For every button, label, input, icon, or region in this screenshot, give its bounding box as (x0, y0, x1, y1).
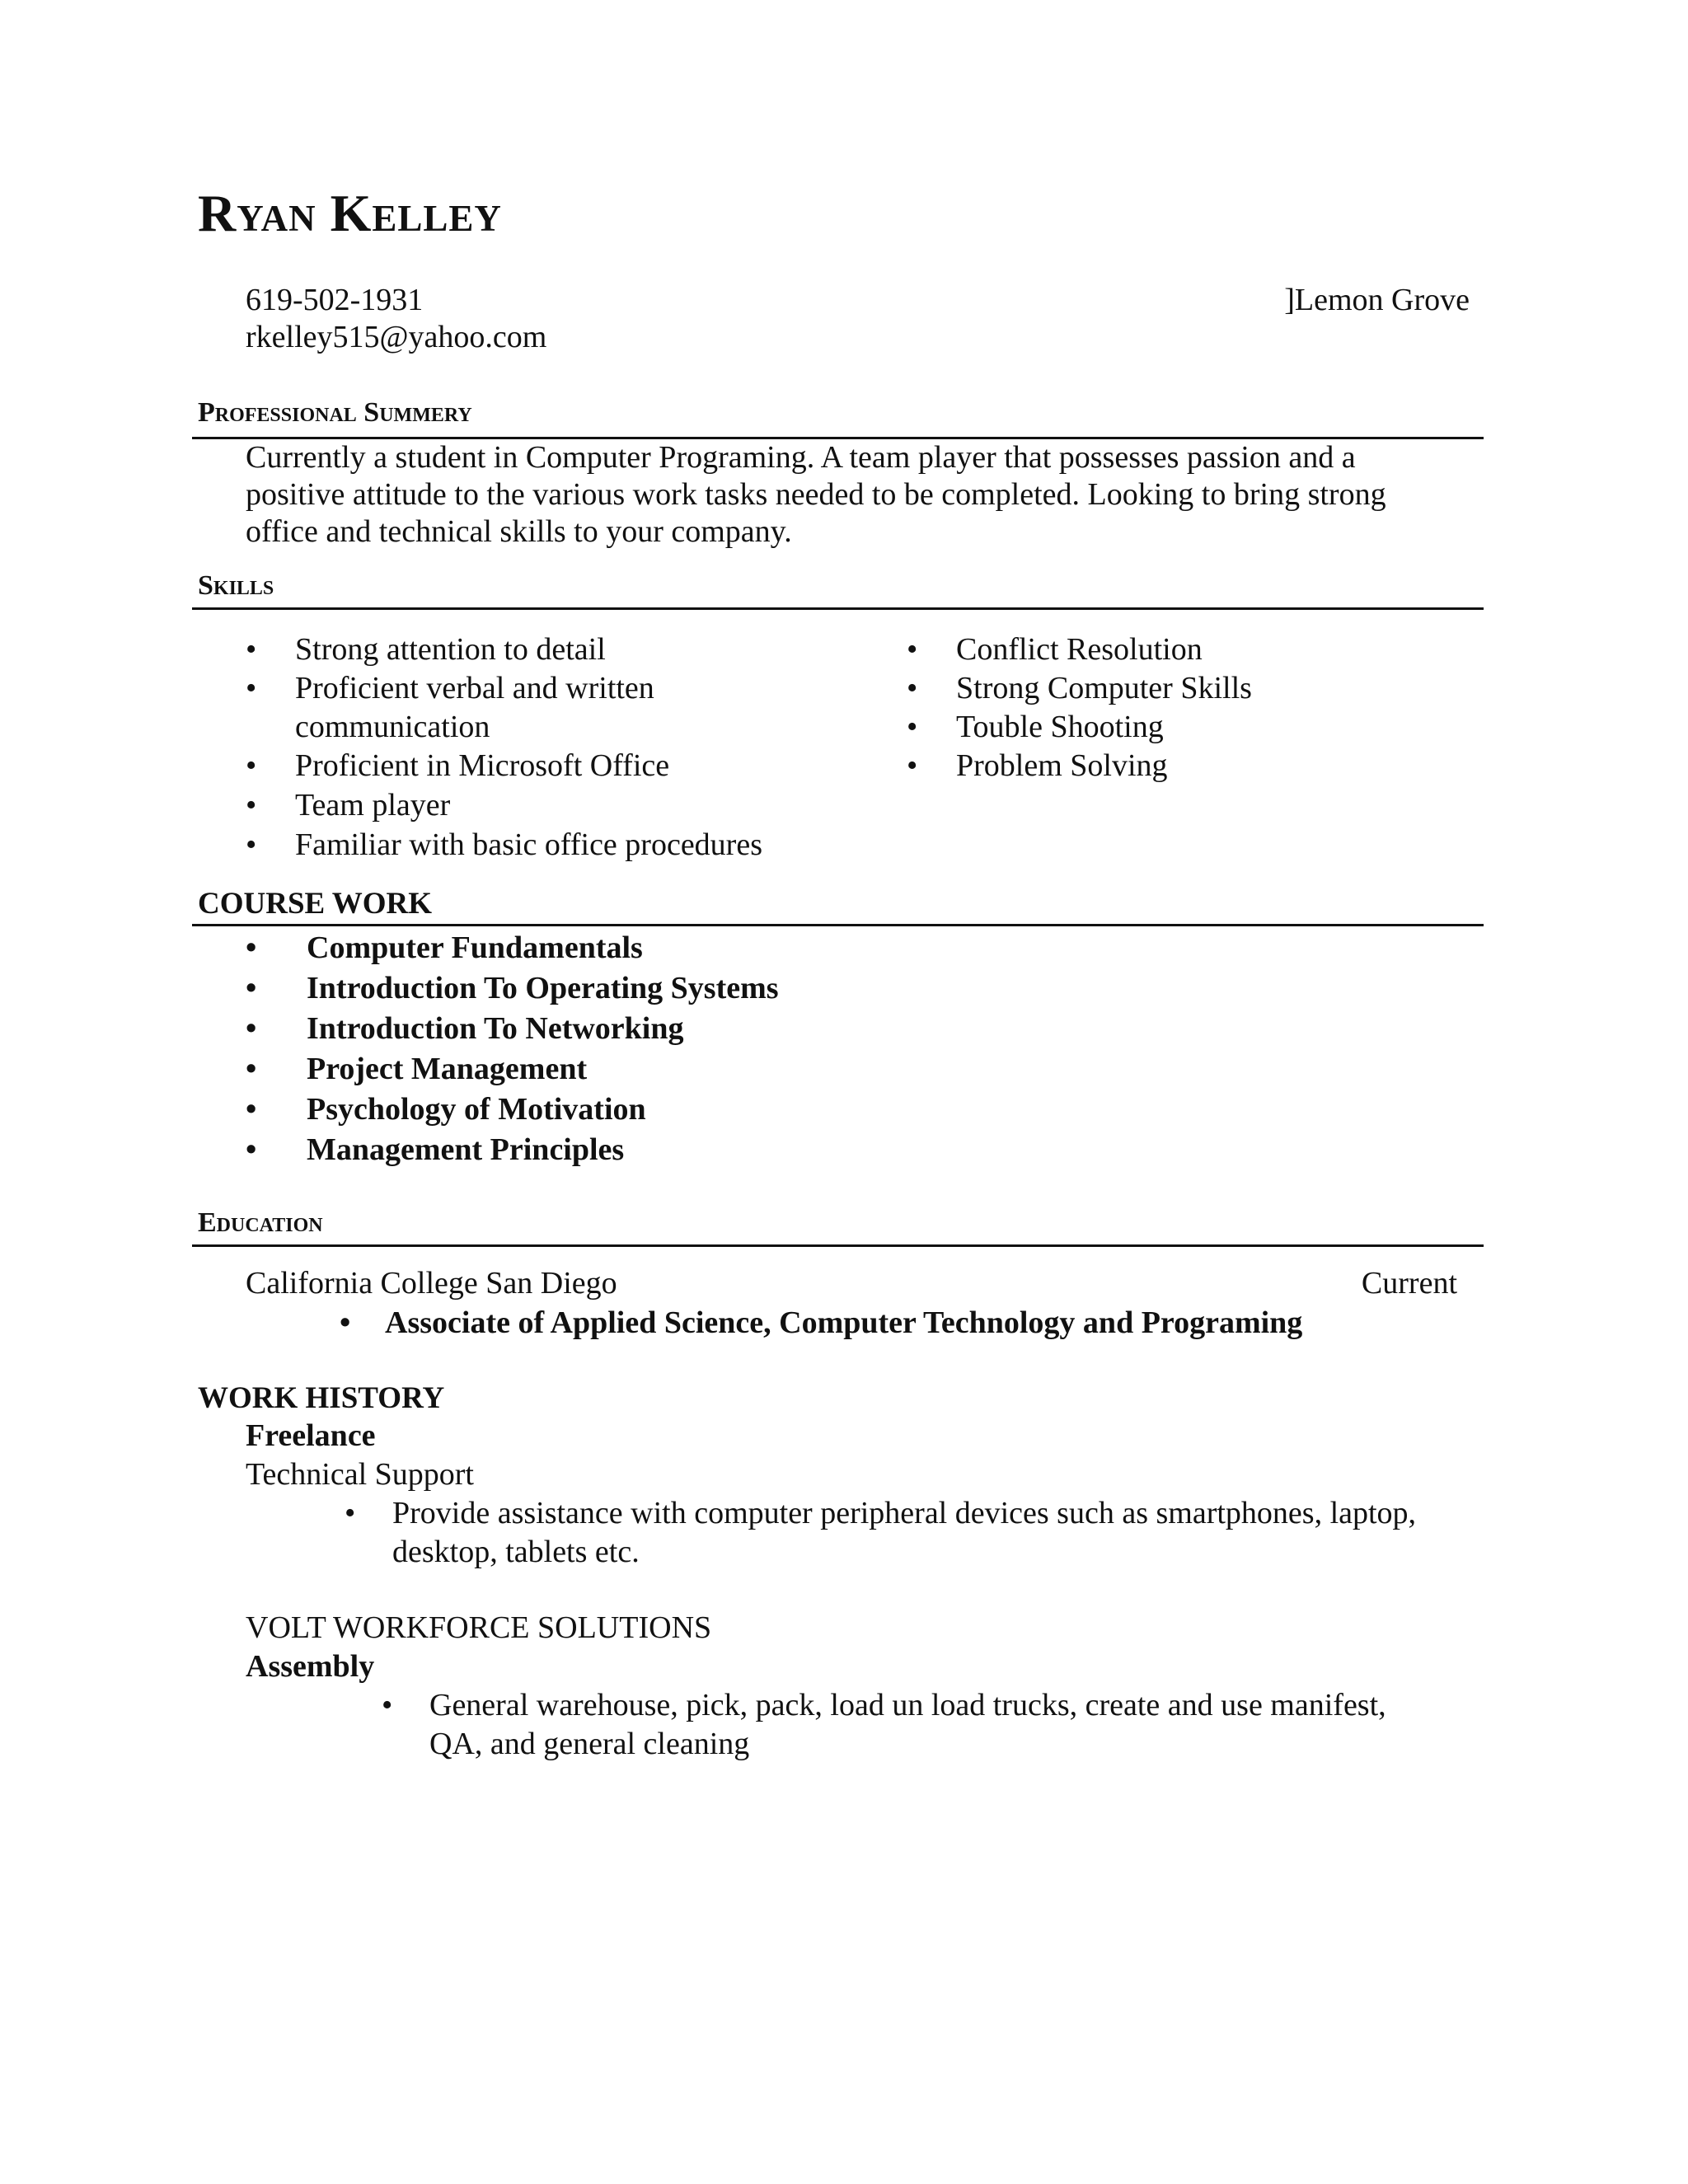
summary-line: positive attitude to the various work tasks needed to be completed. Looking to bring strong (246, 477, 1386, 512)
education-heading: Education (198, 1207, 323, 1238)
skills-divider (192, 607, 1484, 610)
coursework-heading: COURSE WORK (198, 887, 433, 921)
bullet-icon: • (907, 671, 918, 705)
bullet-icon: • (345, 1496, 356, 1530)
bullet-icon: • (382, 1688, 393, 1722)
bullet-icon: • (907, 632, 918, 667)
location: ]Lemon Grove (1284, 283, 1470, 317)
phone-number: 619-502-1931 (246, 283, 424, 317)
summary-heading: Professional Summery (198, 397, 472, 428)
applicant-name: Ryan Kelley (198, 184, 502, 242)
bullet-icon: • (907, 748, 918, 783)
summary-line: Currently a student in Computer Programing. A team player that possesses passion and a (246, 440, 1356, 475)
job-title: Assembly (246, 1649, 375, 1684)
bullet-icon: • (246, 930, 257, 965)
summary-line: office and technical skills to your company. (246, 514, 792, 549)
work-history-heading: WORK HISTORY (198, 1381, 445, 1415)
school-name: California College San Diego (246, 1266, 617, 1301)
email-address: rkelley515@yahoo.com (246, 320, 547, 354)
employer-name: Freelance (246, 1418, 376, 1453)
job-duty-continuation: QA, and general cleaning (429, 1727, 750, 1761)
education-divider (192, 1244, 1484, 1247)
bullet-icon: • (246, 671, 257, 705)
bullet-icon: • (907, 710, 918, 744)
bullet-icon: • (246, 748, 257, 783)
coursework-divider (192, 924, 1484, 926)
bullet-icon: • (246, 971, 257, 1005)
employer-name: VOLT WORKFORCE SOLUTIONS (246, 1610, 712, 1645)
bullet-icon: • (246, 1011, 257, 1046)
resume-page: Ryan Kelley 619-502-1931 rkelley515@yahoo.com ]Lemon Grove Professional Summery Currently a student in Computer Programing. A team player that possesses passion and a positive attitude to the various work tasks needed to be completed. Looking to bring strong office and technical skills to your company. Skills • Strong attention to detail • Proficient verbal and written communication • Proficient in Microsoft Office • Team player • Familiar with basic office procedures • Conflict Resolution • Strong Computer Skills • Touble Shooting • Problem Solving COURSE WORK • Computer Fundamentals • Introduction To Operating Systems • Introduction To Networking • Project Management • Psychology of Motivation • Management Principles Education California College San Diego Current • Associate of Applied Science, Computer Technology and Programing WORK HISTORY Freelance Technical Support • Provide assistance with computer peripheral devices such as smartphones, laptop, desktop, tablets etc. VOLT WORKFORCE SOLUTIONS Assembly • General warehouse, pick, pack, load un load trucks, create and use manifest, QA, and general cleaning (0, 0, 1688, 2184)
bullet-icon: • (246, 1092, 257, 1127)
bullet-icon: • (246, 1132, 257, 1167)
bullet-icon: • (246, 632, 257, 667)
job-title: Technical Support (246, 1457, 474, 1492)
bullet-icon: • (246, 1052, 257, 1086)
job-duty-continuation: desktop, tablets etc. (392, 1535, 640, 1569)
bullet-icon: • (246, 788, 257, 823)
bullet-icon: • (246, 827, 257, 862)
skills-heading: Skills (198, 570, 274, 601)
education-status: Current (1361, 1266, 1457, 1301)
bullet-icon: • (340, 1305, 351, 1340)
